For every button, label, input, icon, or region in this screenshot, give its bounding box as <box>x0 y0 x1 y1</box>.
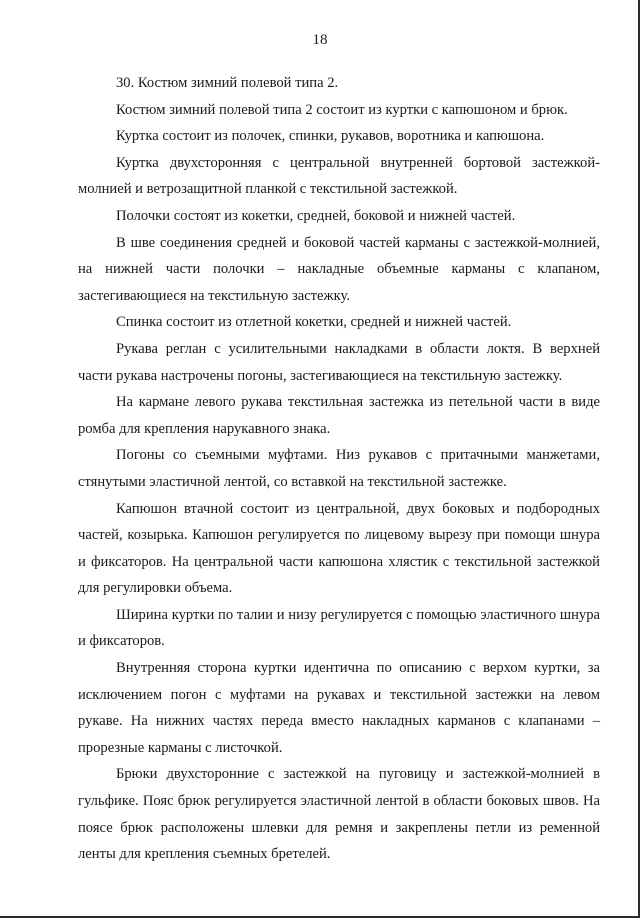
paragraph-suit-composition: Костюм зимний полевой типа 2 состоит из куртки с капюшоном и брюк. <box>116 101 568 118</box>
paragraph-back: Спинка состоит из отлетной кокетки, средней и нижней частей. <box>116 314 512 331</box>
paragraph-inner-side: Внутренняя сторона куртки идентична по описанию с верхом куртки, за исключением погон с муфтами на рукавах и текстильной застежки на левом рукаве. На нижних частях переда вместо накладных карманов с клапанами – прорезные карманы с листочкой. <box>78 660 600 756</box>
paragraph-hood: Капюшон втачной состоит из центральной, двух боковых и подбородных частей, козырька. Капюшон регулируется по лицевому вырезу при помощи шнура и фиксаторов. На центральной части капюшона хлястик с текстильной застежкой для регулировки объема. <box>78 500 600 597</box>
paragraph-pockets: В шве соединения средней и боковой частей карманы с застежкой-молнией, на нижней части полочки – накладные объемные карманы с клапаном, застегивающиеся на текстильную застежку. <box>78 234 600 304</box>
paragraph-sleeves: Рукава реглан с усилительными накладками в области локтя. В верхней части рукава настрочены погоны, застегивающиеся на текстильную застежку. <box>78 340 600 384</box>
page-number: 18 <box>312 32 328 48</box>
paragraph-jacket-parts: Куртка состоит из полочек, спинки, рукавов, воротника и капюшона. <box>116 128 545 145</box>
paragraph-section-heading: 30. Костюм зимний полевой типа 2. <box>116 75 339 91</box>
paragraph-sleeve-patch: На кармане левого рукава текстильная застежка из петельной части в виде ромба для крепления нарукавного знака. <box>78 394 600 437</box>
paragraph-waist-adjust: Ширина куртки по талии и низу регулируется с помощью эластичного шнура и фиксаторов. <box>78 606 600 650</box>
paragraph-shoulder-straps: Погоны со съемными муфтами. Низ рукавов с притачными манжетами, стянутыми эластичной лентой, со вставкой на текстильной застежке. <box>78 447 600 490</box>
paragraph-front-panels: Полочки состоят из кокетки, средней, боковой и нижней частей. <box>116 207 516 224</box>
paragraph-jacket-reversible: Куртка двухсторонняя с центральной внутренней бортовой застежкой-молнией и ветрозащитной планкой с текстильной застежкой. <box>78 154 600 198</box>
paragraph-trousers: Брюки двухсторонние с застежкой на пуговицу и застежкой-молнией в гульфике. Пояс брюк регулируется эластичной лентой в области боковых швов. На поясе брюк расположены шлевки для ремня и закреплены петли из ременной ленты для крепления съемных бретелей. <box>78 766 600 863</box>
document-body <box>78 70 600 868</box>
